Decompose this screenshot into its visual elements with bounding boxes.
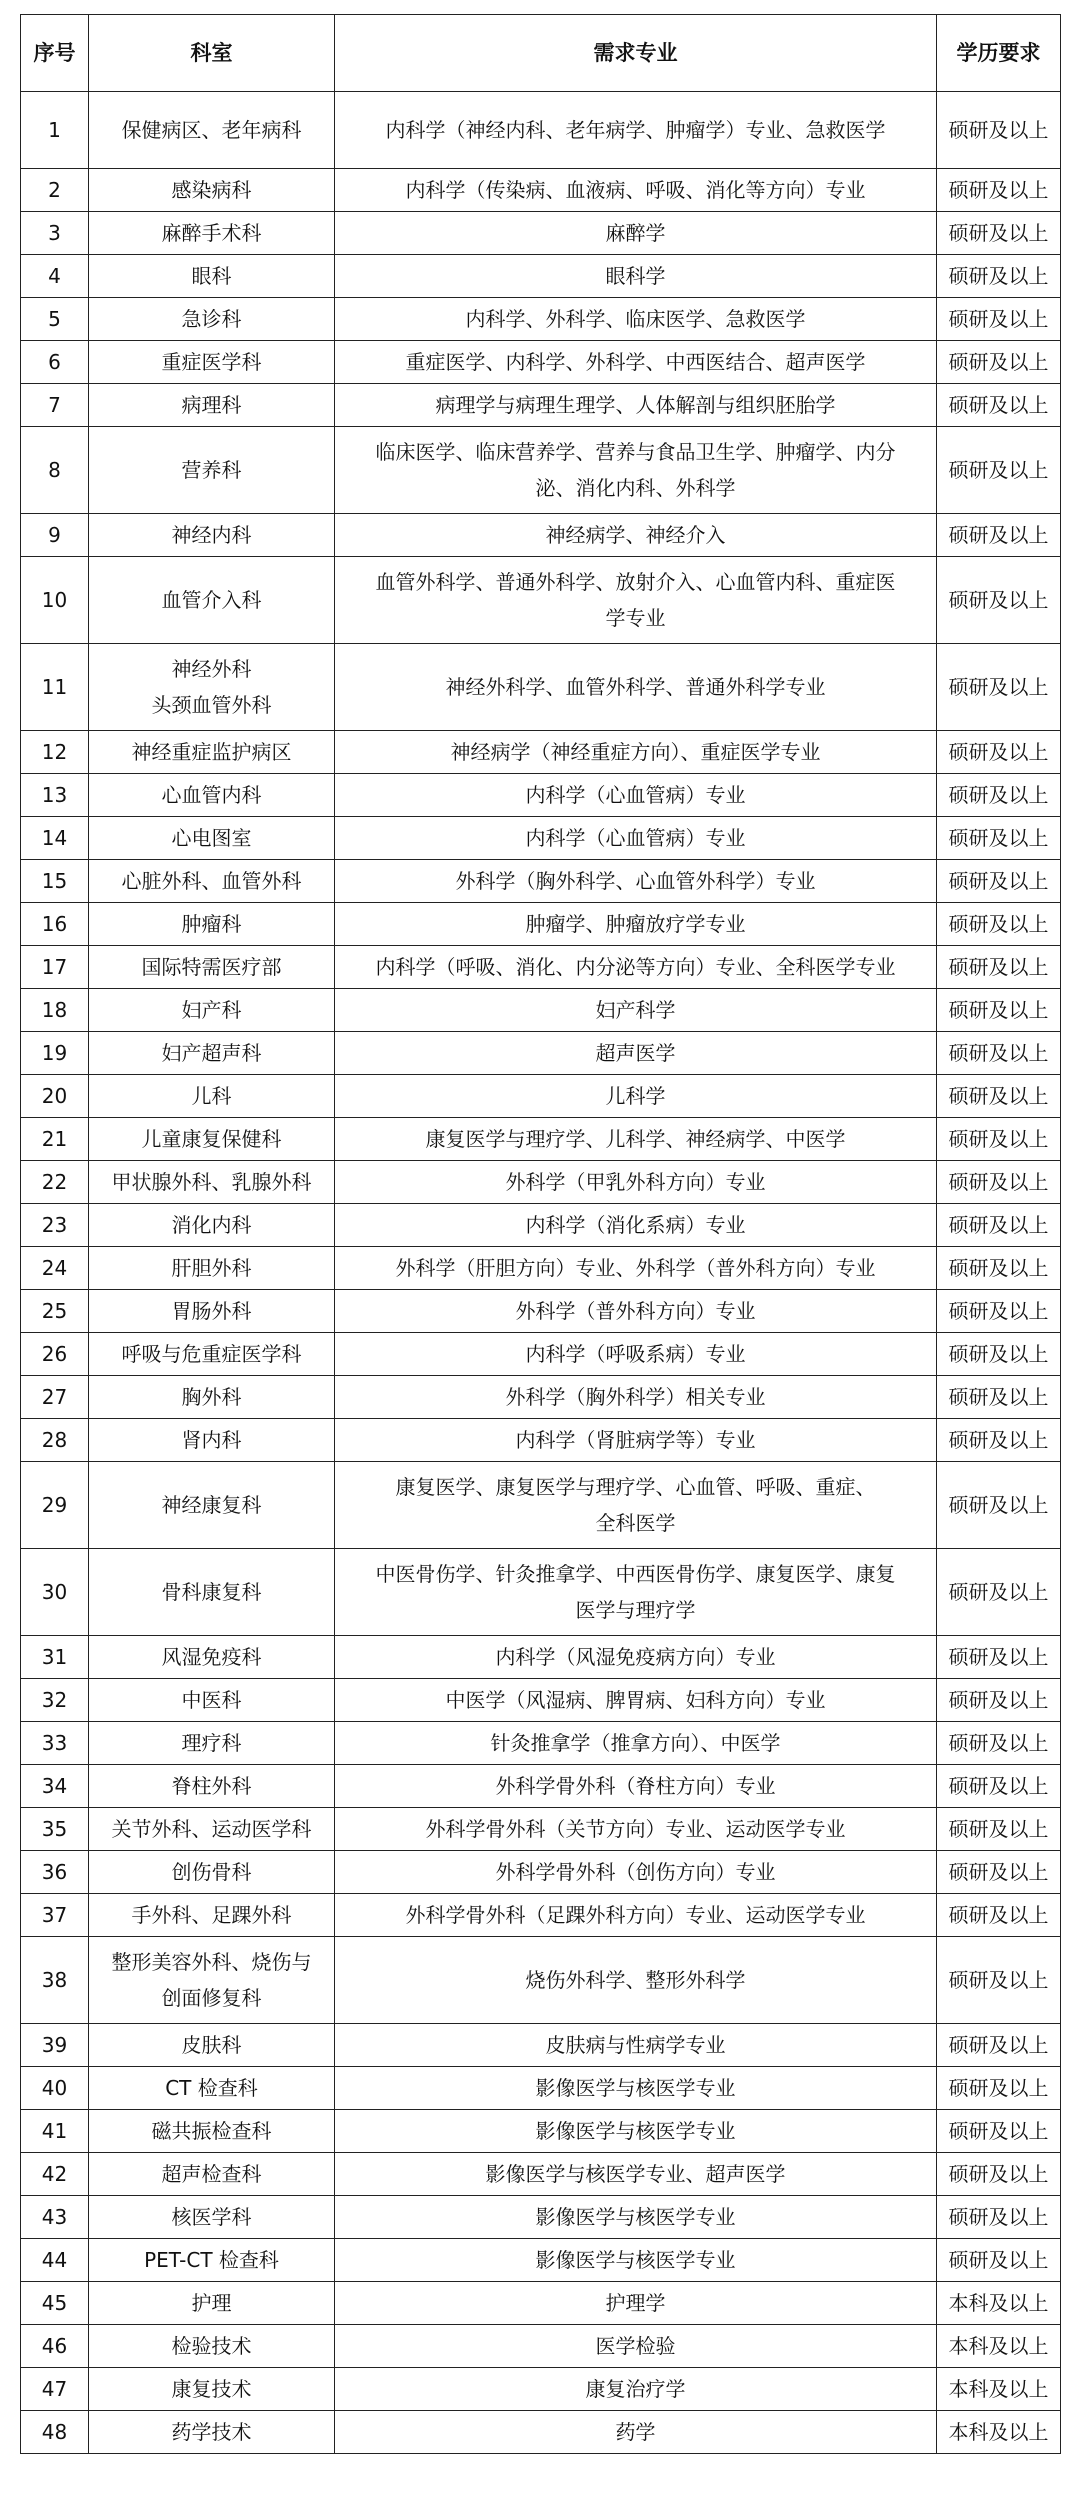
major-requirement-cell: 内科学（消化系病）专业 [335,1204,937,1247]
table-row [21,2153,1061,2196]
major-requirement-cell: 外科学骨外科（脊柱方向）专业 [335,1765,937,1808]
major-requirement-cell: 外科学骨外科（创伤方向）专业 [335,1851,937,1894]
row-number-cell: 12 [21,731,89,774]
header-edu: 学历要求 [937,15,1061,92]
row-number-cell: 37 [21,1894,89,1937]
major-requirement-cell: 超声医学 [335,1032,937,1075]
department-cell: 病理科 [89,384,335,427]
major-requirement-cell: 外科学（肝胆方向）专业、外科学（普外科方向）专业 [335,1247,937,1290]
education-requirement-cell: 硕研及以上 [937,2196,1061,2239]
row-number-cell: 21 [21,1118,89,1161]
department-cell: 妇产超声科 [89,1032,335,1075]
department-cell: 神经内科 [89,514,335,557]
education-requirement-cell: 硕研及以上 [937,2024,1061,2067]
department-cell: 肾内科 [89,1419,335,1462]
department-cell: 呼吸与危重症医学科 [89,1333,335,1376]
row-number-cell: 8 [21,427,89,514]
table-row [21,169,1061,212]
row-number-cell: 40 [21,2067,89,2110]
major-requirement-cell: 内科学、外科学、临床医学、急救医学 [335,298,937,341]
education-requirement-cell: 硕研及以上 [937,1808,1061,1851]
row-number-cell: 43 [21,2196,89,2239]
major-requirement-cell: 外科学（胸外科学）相关专业 [335,1376,937,1419]
department-cell: 营养科 [89,427,335,514]
major-requirement-cell: 眼科学 [335,255,937,298]
education-requirement-cell: 硕研及以上 [937,1894,1061,1937]
header-row [21,15,1061,92]
table-row [21,2067,1061,2110]
table-row [21,557,1061,644]
row-number-cell: 4 [21,255,89,298]
major-requirement-cell: 皮肤病与性病学专业 [335,2024,937,2067]
department-cell: 神经外科 头颈血管外科 [89,644,335,731]
row-number-cell: 24 [21,1247,89,1290]
row-number-cell: 13 [21,774,89,817]
major-requirement-cell: 血管外科学、普通外科学、放射介入、心血管内科、重症医 学专业 [335,557,937,644]
department-cell: 感染病科 [89,169,335,212]
row-number-cell: 20 [21,1075,89,1118]
department-cell: 创伤骨科 [89,1851,335,1894]
major-requirement-cell: 影像医学与核医学专业 [335,2110,937,2153]
table-row [21,1247,1061,1290]
department-cell: 康复技术 [89,2368,335,2411]
education-requirement-cell: 硕研及以上 [937,903,1061,946]
row-number-cell: 35 [21,1808,89,1851]
row-number-cell: 39 [21,2024,89,2067]
row-number-cell: 30 [21,1549,89,1636]
education-requirement-cell: 硕研及以上 [937,1376,1061,1419]
table-row [21,946,1061,989]
major-requirement-cell: 影像医学与核医学专业 [335,2196,937,2239]
education-requirement-cell: 硕研及以上 [937,384,1061,427]
table-row [21,384,1061,427]
major-requirement-cell: 内科学（心血管病）专业 [335,774,937,817]
education-requirement-cell: 硕研及以上 [937,212,1061,255]
row-number-cell: 32 [21,1679,89,1722]
department-cell: 儿科 [89,1075,335,1118]
recruitment-table [20,14,1061,2454]
row-number-cell: 45 [21,2282,89,2325]
education-requirement-cell: 硕研及以上 [937,1161,1061,1204]
education-requirement-cell: 硕研及以上 [937,817,1061,860]
education-requirement-cell: 硕研及以上 [937,1937,1061,2024]
table-row [21,989,1061,1032]
row-number-cell: 17 [21,946,89,989]
education-requirement-cell: 本科及以上 [937,2411,1061,2454]
table-row [21,341,1061,384]
education-requirement-cell: 硕研及以上 [937,1636,1061,1679]
major-requirement-cell: 烧伤外科学、整形外科学 [335,1937,937,2024]
education-requirement-cell: 硕研及以上 [937,2239,1061,2282]
education-requirement-cell: 硕研及以上 [937,2067,1061,2110]
education-requirement-cell: 硕研及以上 [937,1765,1061,1808]
education-requirement-cell: 硕研及以上 [937,1851,1061,1894]
row-number-cell: 41 [21,2110,89,2153]
department-cell: PET-CT 检查科 [89,2239,335,2282]
department-cell: 超声检查科 [89,2153,335,2196]
table-row [21,1808,1061,1851]
table-row [21,298,1061,341]
department-cell: 心血管内科 [89,774,335,817]
education-requirement-cell: 硕研及以上 [937,2153,1061,2196]
row-number-cell: 33 [21,1722,89,1765]
major-requirement-cell: 内科学（传染病、血液病、呼吸、消化等方向）专业 [335,169,937,212]
department-cell: 骨科康复科 [89,1549,335,1636]
department-cell: 神经重症监护病区 [89,731,335,774]
major-requirement-cell: 重症医学、内科学、外科学、中西医结合、超声医学 [335,341,937,384]
row-number-cell: 2 [21,169,89,212]
department-cell: 整形美容外科、烧伤与 创面修复科 [89,1937,335,2024]
row-number-cell: 38 [21,1937,89,2024]
education-requirement-cell: 硕研及以上 [937,644,1061,731]
major-requirement-cell: 外科学（普外科方向）专业 [335,1290,937,1333]
department-cell: 妇产科 [89,989,335,1032]
row-number-cell: 36 [21,1851,89,1894]
table-row [21,1118,1061,1161]
table-row [21,860,1061,903]
major-requirement-cell: 神经病学（神经重症方向）、重症医学专业 [335,731,937,774]
department-cell: 儿童康复保健科 [89,1118,335,1161]
major-requirement-cell: 妇产科学 [335,989,937,1032]
row-number-cell: 42 [21,2153,89,2196]
table-row [21,427,1061,514]
row-number-cell: 29 [21,1462,89,1549]
major-requirement-cell: 临床医学、临床营养学、营养与食品卫生学、肿瘤学、内分 泌、消化内科、外科学 [335,427,937,514]
row-number-cell: 48 [21,2411,89,2454]
department-cell: 国际特需医疗部 [89,946,335,989]
table-row [21,1765,1061,1808]
department-cell: 心电图室 [89,817,335,860]
row-number-cell: 22 [21,1161,89,1204]
major-requirement-cell: 内科学（风湿免疫病方向）专业 [335,1636,937,1679]
row-number-cell: 31 [21,1636,89,1679]
department-cell: 肝胆外科 [89,1247,335,1290]
department-cell: 手外科、足踝外科 [89,1894,335,1937]
education-requirement-cell: 硕研及以上 [937,1549,1061,1636]
education-requirement-cell: 本科及以上 [937,2325,1061,2368]
major-requirement-cell: 肿瘤学、肿瘤放疗学专业 [335,903,937,946]
row-number-cell: 6 [21,341,89,384]
education-requirement-cell: 硕研及以上 [937,731,1061,774]
table-row [21,514,1061,557]
major-requirement-cell: 药学 [335,2411,937,2454]
table-row [21,1290,1061,1333]
education-requirement-cell: 硕研及以上 [937,1290,1061,1333]
table-body [21,92,1061,2454]
header-no: 序号 [21,15,89,92]
major-requirement-cell: 儿科学 [335,1075,937,1118]
department-cell: 护理 [89,2282,335,2325]
education-requirement-cell: 硕研及以上 [937,1032,1061,1075]
department-cell: 脊柱外科 [89,1765,335,1808]
education-requirement-cell: 硕研及以上 [937,557,1061,644]
major-requirement-cell: 外科学骨外科（足踝外科方向）专业、运动医学专业 [335,1894,937,1937]
table-row [21,1679,1061,1722]
table-row [21,1894,1061,1937]
major-requirement-cell: 影像医学与核医学专业 [335,2067,937,2110]
department-cell: 麻醉手术科 [89,212,335,255]
row-number-cell: 28 [21,1419,89,1462]
department-cell: 核医学科 [89,2196,335,2239]
education-requirement-cell: 硕研及以上 [937,2110,1061,2153]
table-row [21,644,1061,731]
major-requirement-cell: 内科学（神经内科、老年病学、肿瘤学）专业、急救医学 [335,92,937,169]
major-requirement-cell: 内科学（呼吸系病）专业 [335,1333,937,1376]
table-row [21,1075,1061,1118]
table-row [21,1851,1061,1894]
department-cell: 眼科 [89,255,335,298]
education-requirement-cell: 硕研及以上 [937,1075,1061,1118]
department-cell: 理疗科 [89,1722,335,1765]
table-row [21,817,1061,860]
row-number-cell: 16 [21,903,89,946]
education-requirement-cell: 硕研及以上 [937,1722,1061,1765]
major-requirement-cell: 病理学与病理生理学、人体解剖与组织胚胎学 [335,384,937,427]
table-row [21,1161,1061,1204]
row-number-cell: 44 [21,2239,89,2282]
row-number-cell: 34 [21,1765,89,1808]
header-dept: 科室 [89,15,335,92]
major-requirement-cell: 内科学（心血管病）专业 [335,817,937,860]
department-cell: 心脏外科、血管外科 [89,860,335,903]
table-row [21,903,1061,946]
department-cell: 保健病区、老年病科 [89,92,335,169]
department-cell: 关节外科、运动医学科 [89,1808,335,1851]
row-number-cell: 3 [21,212,89,255]
major-requirement-cell: 外科学骨外科（关节方向）专业、运动医学专业 [335,1808,937,1851]
major-requirement-cell: 神经外科学、血管外科学、普通外科学专业 [335,644,937,731]
department-cell: 神经康复科 [89,1462,335,1549]
table-row [21,1549,1061,1636]
row-number-cell: 5 [21,298,89,341]
table-row [21,2110,1061,2153]
row-number-cell: 1 [21,92,89,169]
education-requirement-cell: 硕研及以上 [937,514,1061,557]
education-requirement-cell: 硕研及以上 [937,860,1061,903]
department-cell: 胃肠外科 [89,1290,335,1333]
education-requirement-cell: 硕研及以上 [937,1118,1061,1161]
table-row [21,92,1061,169]
education-requirement-cell: 硕研及以上 [937,1462,1061,1549]
major-requirement-cell: 影像医学与核医学专业、超声医学 [335,2153,937,2196]
row-number-cell: 19 [21,1032,89,1075]
department-cell: 磁共振检查科 [89,2110,335,2153]
major-requirement-cell: 护理学 [335,2282,937,2325]
department-cell: 甲状腺外科、乳腺外科 [89,1161,335,1204]
row-number-cell: 7 [21,384,89,427]
row-number-cell: 10 [21,557,89,644]
table-row [21,255,1061,298]
row-number-cell: 11 [21,644,89,731]
major-requirement-cell: 中医学（风湿病、脾胃病、妇科方向）专业 [335,1679,937,1722]
department-cell: 皮肤科 [89,2024,335,2067]
education-requirement-cell: 硕研及以上 [937,298,1061,341]
education-requirement-cell: 本科及以上 [937,2282,1061,2325]
major-requirement-cell: 麻醉学 [335,212,937,255]
table-row [21,2368,1061,2411]
table-row [21,1636,1061,1679]
education-requirement-cell: 本科及以上 [937,2368,1061,2411]
major-requirement-cell: 外科学（胸外科学、心血管外科学）专业 [335,860,937,903]
education-requirement-cell: 硕研及以上 [937,169,1061,212]
education-requirement-cell: 硕研及以上 [937,1247,1061,1290]
major-requirement-cell: 神经病学、神经介入 [335,514,937,557]
major-requirement-cell: 医学检验 [335,2325,937,2368]
education-requirement-cell: 硕研及以上 [937,427,1061,514]
table-row [21,1376,1061,1419]
major-requirement-cell: 康复医学与理疗学、儿科学、神经病学、中医学 [335,1118,937,1161]
major-requirement-cell: 影像医学与核医学专业 [335,2239,937,2282]
department-cell: 中医科 [89,1679,335,1722]
major-requirement-cell: 康复治疗学 [335,2368,937,2411]
table-row [21,1204,1061,1247]
department-cell: 重症医学科 [89,341,335,384]
department-cell: CT 检查科 [89,2067,335,2110]
header-major: 需求专业 [335,15,937,92]
table-row [21,774,1061,817]
education-requirement-cell: 硕研及以上 [937,92,1061,169]
major-requirement-cell: 外科学（甲乳外科方向）专业 [335,1161,937,1204]
education-requirement-cell: 硕研及以上 [937,774,1061,817]
education-requirement-cell: 硕研及以上 [937,946,1061,989]
row-number-cell: 14 [21,817,89,860]
table-row [21,1333,1061,1376]
major-requirement-cell: 针灸推拿学（推拿方向）、中医学 [335,1722,937,1765]
education-requirement-cell: 硕研及以上 [937,1333,1061,1376]
department-cell: 血管介入科 [89,557,335,644]
department-cell: 药学技术 [89,2411,335,2454]
table-row [21,1462,1061,1549]
education-requirement-cell: 硕研及以上 [937,255,1061,298]
table-row [21,2024,1061,2067]
department-cell: 急诊科 [89,298,335,341]
major-requirement-cell: 中医骨伤学、针灸推拿学、中西医骨伤学、康复医学、康复 医学与理疗学 [335,1549,937,1636]
major-requirement-cell: 内科学（呼吸、消化、内分泌等方向）专业、全科医学专业 [335,946,937,989]
table-row [21,731,1061,774]
row-number-cell: 23 [21,1204,89,1247]
department-cell: 检验技术 [89,2325,335,2368]
table-row [21,2239,1061,2282]
table-row [21,2325,1061,2368]
department-cell: 消化内科 [89,1204,335,1247]
department-cell: 风湿免疫科 [89,1636,335,1679]
department-cell: 胸外科 [89,1376,335,1419]
row-number-cell: 25 [21,1290,89,1333]
education-requirement-cell: 硕研及以上 [937,1679,1061,1722]
major-requirement-cell: 内科学（肾脏病学等）专业 [335,1419,937,1462]
row-number-cell: 15 [21,860,89,903]
education-requirement-cell: 硕研及以上 [937,1419,1061,1462]
row-number-cell: 46 [21,2325,89,2368]
table-row [21,1937,1061,2024]
education-requirement-cell: 硕研及以上 [937,1204,1061,1247]
row-number-cell: 9 [21,514,89,557]
table-row [21,1032,1061,1075]
education-requirement-cell: 硕研及以上 [937,989,1061,1032]
table-row [21,1722,1061,1765]
table-row [21,2411,1061,2454]
table-header [21,15,1061,92]
major-requirement-cell: 康复医学、康复医学与理疗学、心血管、呼吸、重症、 全科医学 [335,1462,937,1549]
education-requirement-cell: 硕研及以上 [937,341,1061,384]
table-row [21,1419,1061,1462]
table-row [21,2196,1061,2239]
row-number-cell: 26 [21,1333,89,1376]
department-cell: 肿瘤科 [89,903,335,946]
recruitment-table-sheet [20,14,1061,2454]
table-row [21,212,1061,255]
row-number-cell: 47 [21,2368,89,2411]
row-number-cell: 27 [21,1376,89,1419]
row-number-cell: 18 [21,989,89,1032]
table-row [21,2282,1061,2325]
